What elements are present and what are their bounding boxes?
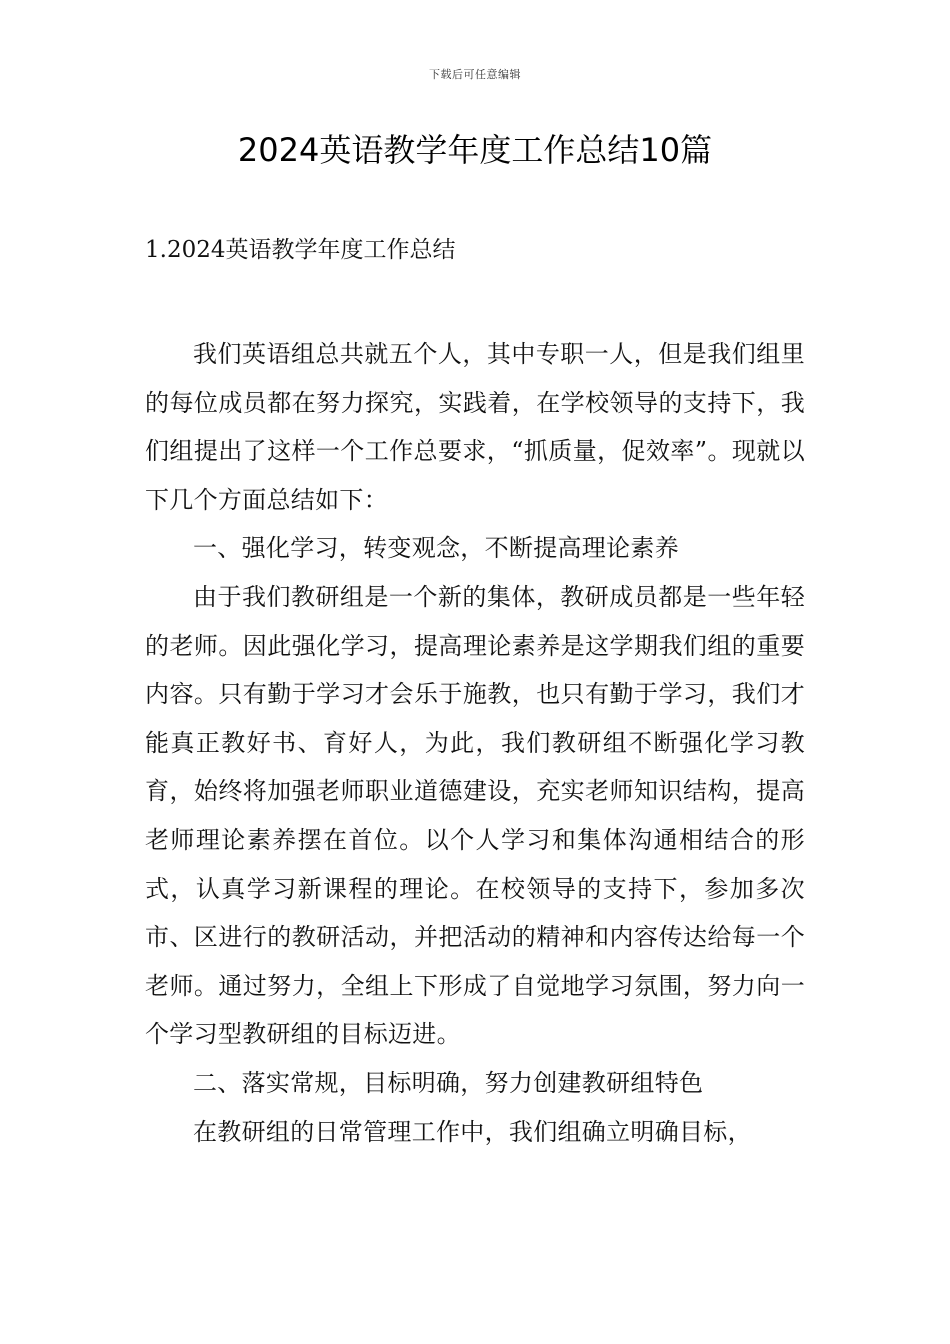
document-body [145,330,805,1156]
paragraph-intro: 我们英语组总共就五个人，其中专职一人，但是我们组里的每位成员都在努力探究，实践着，在学校领导的支持下，我们组提出了这样一个工作总要求，“抓质量，促效率”。现就以下几个方面总结如下： [145,340,805,514]
document-title: 2024英语教学年度工作总结10篇 [237,131,713,169]
section-heading: 1.2024英语教学年度工作总结 [145,237,456,263]
paragraph-management: 在教研组的日常管理工作中，我们组确立明确目标， [193,1117,752,1146]
subheading-one: 一、强化学习，转变观念，不断提高理论素养 [193,534,679,563]
paragraph-study: 由于我们教研组是一个新的集体，教研成员都是一些年轻的老师。因此强化学习，提高理论素养是这学期我们组的重要内容。只有勤于学习才会乐于施教，也只有勤于学习，我们才能真正教好书、育好人，为此，我们教研组不断强化学习教育，始终将加强老师职业道德建设，充实老师知识结构，提高老师理论素养摆在首位。以个人学习和集体沟通相结合的形式，认真学习新课程的理论。在校领导的支持下，参加多次市、区进行的教研活动，并把活动的精神和内容传达给每一个老师。通过努力，全组上下形成了自觉地学习氛围，努力向一个学习型教研组的目标迈进。 [145,582,805,1049]
subheading-two: 二、落实常规，目标明确，努力创建教研组特色 [193,1068,704,1097]
header-note: 下载后可任意编辑 [429,68,521,81]
